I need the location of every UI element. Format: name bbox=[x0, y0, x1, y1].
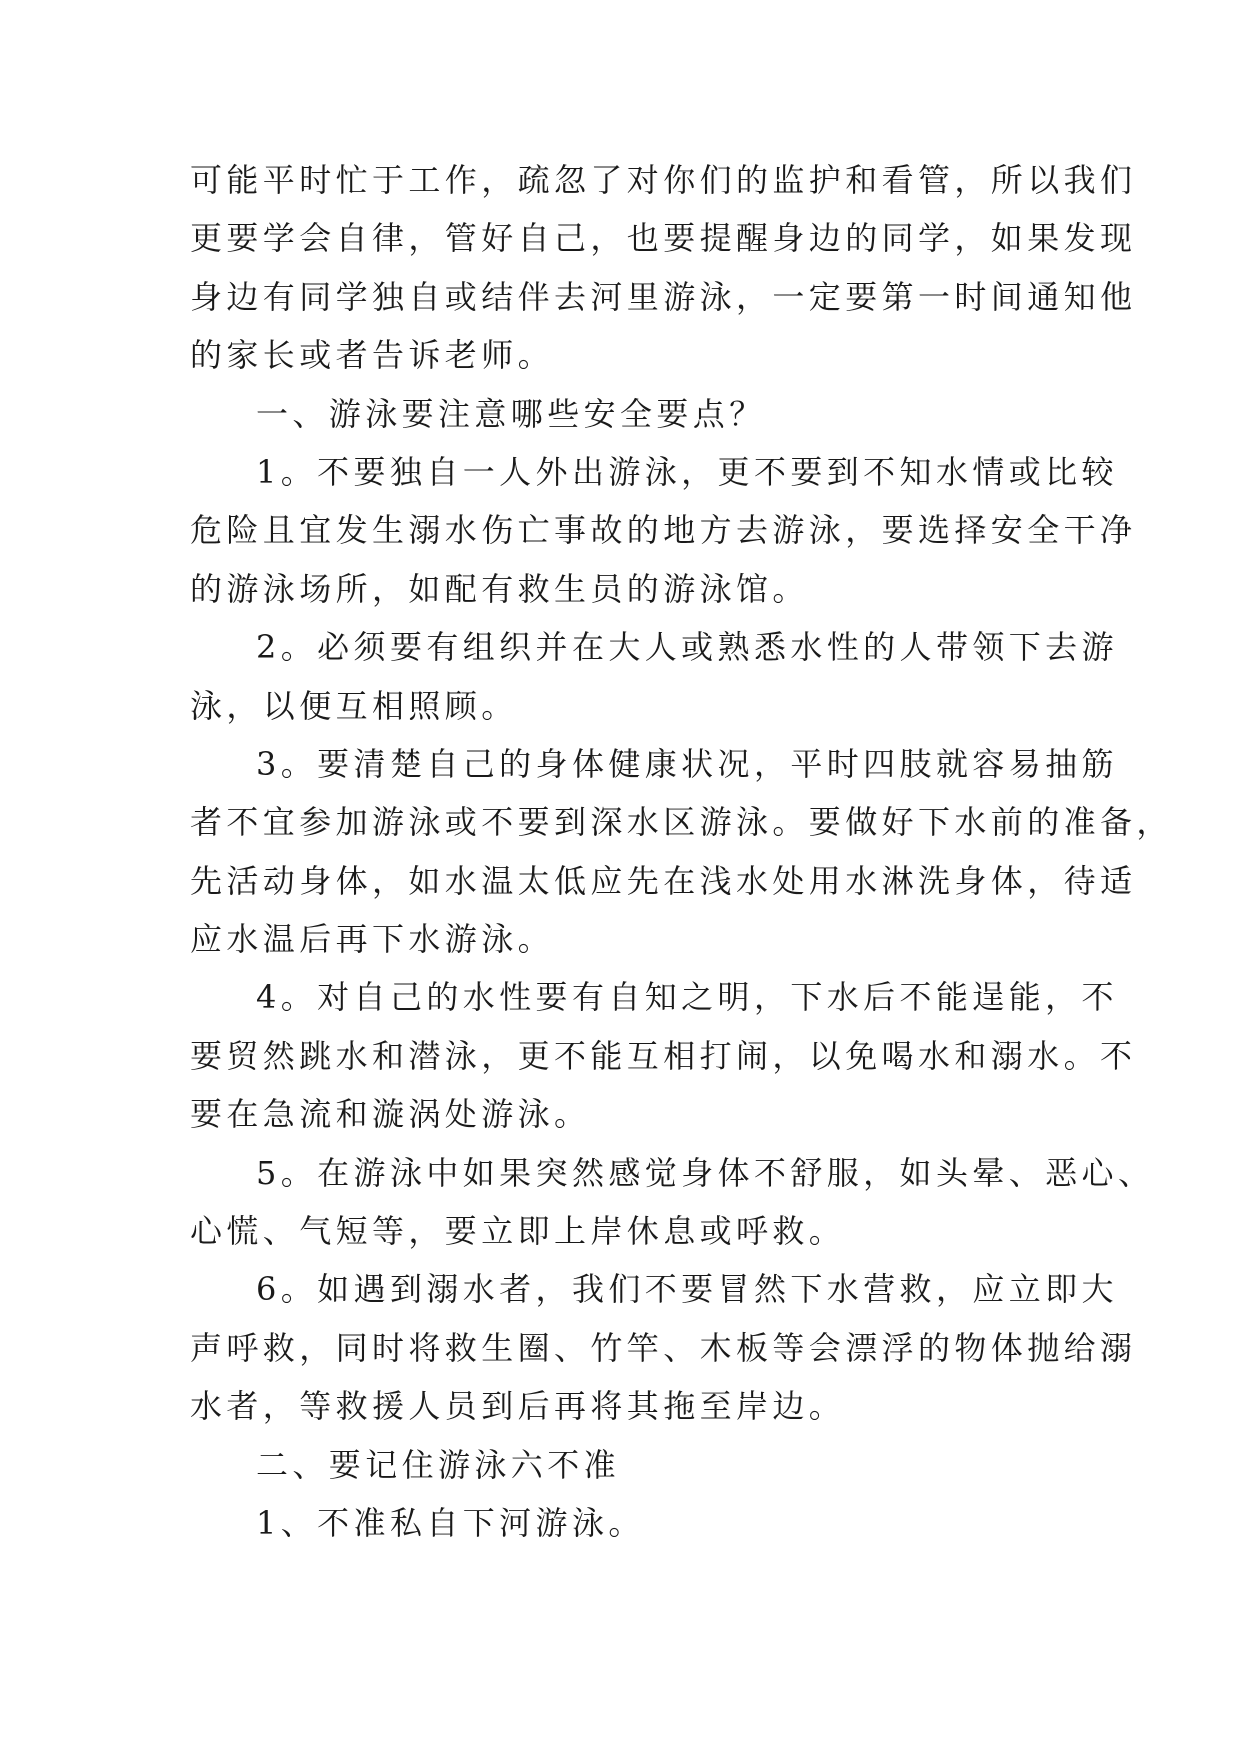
paragraph-first-line: 1、不准私自下河游泳。 bbox=[256, 1503, 645, 1542]
paragraph-line: 身边有同学独自或结伴去河里游泳，一定要第一时间通知他 bbox=[190, 277, 1137, 316]
paragraph-line: 更要学会自律，管好自己，也要提醒身边的同学，如果发现 bbox=[190, 219, 1137, 258]
paragraph-first-line: 二、要记住游泳六不准 bbox=[256, 1445, 621, 1484]
paragraph-first-line: 一、游泳要注意哪些安全要点？ bbox=[256, 394, 766, 433]
document-body bbox=[190, 151, 1173, 1552]
paragraph-line: 应水温后再下水游泳。 bbox=[190, 920, 555, 959]
paragraph-line: 水者，等救援人员到后再将其拖至岸边。 bbox=[190, 1387, 846, 1426]
paragraph-first-line: 5。在游泳中如果突然感觉身体不舒服，如头晕、恶心、 bbox=[256, 1153, 1155, 1192]
paragraph-line: 泳，以便互相照顾。 bbox=[190, 686, 518, 725]
paragraph-line: 可能平时忙于工作，疏忽了对你们的监护和看管，所以我们 bbox=[190, 161, 1137, 199]
paragraph-line: 危险且宜发生溺水伤亡事故的地方去游泳，要选择安全干净 bbox=[190, 511, 1137, 550]
paragraph-line: 先活动身体，如水温太低应先在浅水处用水淋洗身体，待适 bbox=[190, 861, 1137, 900]
paragraph-line: 者不宜参加游泳或不要到深水区游泳。要做好下水前的准备， bbox=[190, 803, 1173, 842]
paragraph-first-line: 2。必须要有组织并在大人或熟悉水性的人带领下去游 bbox=[256, 628, 1118, 667]
paragraph-first-line: 6。如遇到溺水者，我们不要冒然下水营救，应立即大 bbox=[256, 1270, 1118, 1309]
paragraph-line: 要贸然跳水和潜泳，更不能互相打闹，以免喝水和溺水。不 bbox=[190, 1036, 1137, 1075]
paragraph-line: 要在急流和漩涡处游泳。 bbox=[190, 1095, 591, 1134]
paragraph-line: 心慌、气短等，要立即上岸休息或呼救。 bbox=[190, 1212, 846, 1251]
paragraph-first-line: 1。不要独自一人外出游泳，更不要到不知水情或比较 bbox=[256, 452, 1118, 491]
paragraph-line: 的家长或者告诉老师。 bbox=[190, 336, 555, 375]
paragraph-line: 声呼救，同时将救生圈、竹竿、木板等会漂浮的物体抛给溺 bbox=[190, 1328, 1137, 1367]
paragraph-first-line: 3。要清楚自己的身体健康状况，平时四肢就容易抽筋 bbox=[256, 744, 1118, 783]
paragraph-first-line: 4。对自己的水性要有自知之明，下水后不能逞能，不 bbox=[256, 978, 1118, 1017]
paragraph-line: 的游泳场所，如配有救生员的游泳馆。 bbox=[190, 569, 809, 608]
